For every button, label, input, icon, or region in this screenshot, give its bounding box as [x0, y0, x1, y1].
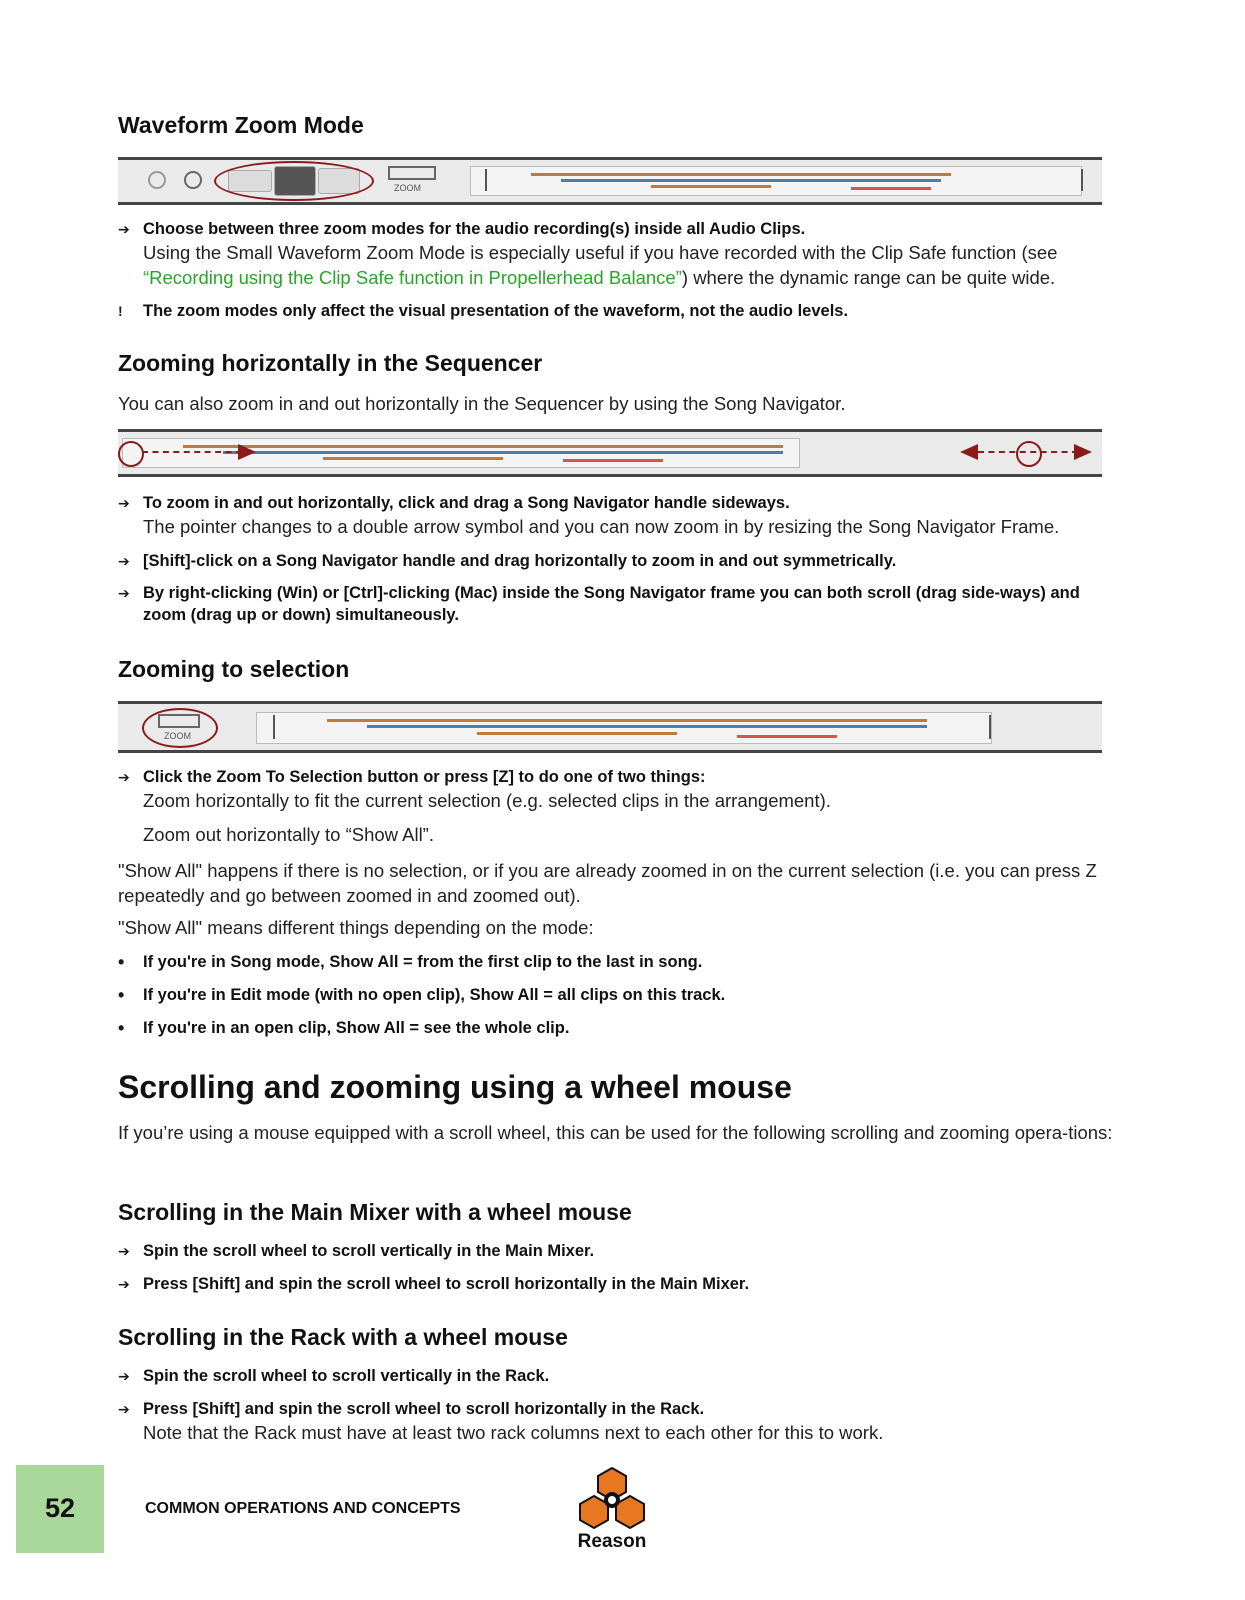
dot-bullet-icon: • — [118, 985, 125, 1005]
zoom-in-icon — [184, 171, 202, 189]
bullet-mixer-horizontal — [118, 1273, 1123, 1295]
resize-left-arrowhead-icon — [960, 444, 978, 460]
bullet-rack-horizontal — [118, 1398, 1123, 1446]
bullet-body-text: Zoom horizontally to fit the current selection (e.g. selected clips in the arrangement). — [143, 790, 831, 811]
heading-rack: Scrolling in the Rack with a wheel mouse — [118, 1324, 568, 1350]
zoom-label: ZOOM — [394, 183, 421, 193]
list-item — [118, 951, 1123, 973]
zoom-label: ZOOM — [164, 731, 191, 741]
arrow-bullet-icon: ➔ — [118, 495, 130, 511]
bullet-bold-text: Press [Shift] and spin the scroll wheel to scroll horizontally in the Rack. — [143, 1400, 705, 1418]
arrow-bullet-icon: ➔ — [118, 1243, 130, 1259]
bullet-bold-text: Spin the scroll wheel to scroll vertically in the Main Mixer. — [143, 1242, 595, 1260]
drag-right-arrow-icon — [142, 451, 242, 453]
note-exclamation-icon: ! — [118, 303, 123, 319]
bullet-body-text: Using the Small Waveform Zoom Mode is especially useful if you have recorded with the Clip Safe function (see “Recording using the Clip Safe function in Propellerhead Balance”) where the dynamic range can be quite wide. — [143, 242, 1058, 288]
arrow-bullet-icon: ➔ — [118, 1276, 130, 1292]
bullet-zoom-to-selection — [118, 766, 1123, 846]
bullet-bold-text: To zoom in and out horizontally, click and drag a Song Navigator handle sideways. — [143, 494, 790, 512]
bullet-mixer-vertical — [118, 1240, 1123, 1262]
bullet-bold-text: Click the Zoom To Selection button or press [Z] to do one of two things: — [143, 768, 706, 786]
zoom-to-selection-screenshot — [118, 701, 1102, 753]
brand-name: Reason — [577, 1531, 647, 1552]
arrow-bullet-icon: ➔ — [118, 769, 130, 785]
resize-right-arrowhead-icon — [1074, 444, 1092, 460]
zoom-to-selection-icon — [388, 166, 436, 180]
arrow-bullet-icon: ➔ — [118, 1401, 130, 1417]
list-item — [118, 984, 1123, 1006]
bullet-body-text: Note that the Rack must have at least two rack columns next to each other for this to work. — [143, 1422, 884, 1443]
dot-bullet-icon: • — [118, 1018, 125, 1038]
zoom-horizontal-intro: You can also zoom in and out horizontally in the Sequencer by using the Song Navigator. — [118, 393, 846, 414]
heading-main-mixer: Scrolling in the Main Mixer with a wheel mouse — [118, 1199, 632, 1225]
arrow-bullet-icon: ➔ — [118, 553, 130, 569]
note-text: The zoom modes only affect the visual presentation of the waveform, not the audio levels. — [143, 302, 849, 320]
arrow-bullet-icon: ➔ — [118, 221, 130, 237]
page-number: 52 — [44, 1493, 76, 1523]
song-navigator-track — [470, 166, 1082, 196]
show-all-modes-paragraph: "Show All" means different things depending on the mode: — [118, 917, 594, 938]
highlight-ring — [214, 161, 374, 201]
reason-logo-icon — [570, 1466, 654, 1532]
bullet-drag-handle — [118, 492, 1123, 542]
zoom-out-icon — [148, 171, 166, 189]
bullet-right-click — [118, 582, 1123, 626]
list-item-text: If you're in Song mode, Show All = from the first clip to the last in song. — [143, 953, 703, 971]
bullet-waveform-zoom-modes — [118, 218, 1123, 290]
bullet-rack-vertical — [118, 1365, 1123, 1387]
bullet-shift-click — [118, 550, 1123, 572]
waveform-zoom-toolbar-screenshot — [118, 157, 1102, 205]
resize-dashed-line — [978, 451, 1078, 453]
bullet-body-text: The pointer changes to a double arrow symbol and you can now zoom in by resizing the Song Navigator Frame. — [143, 516, 1060, 537]
list-item-text: If you're in an open clip, Show All = see the whole clip. — [143, 1019, 570, 1037]
bullet-bold-text: By right-clicking (Win) or [Ctrl]-clicking (Mac) inside the Song Navigator frame you can both scroll (drag side-ways) and zoom (drag up or down) simultaneously. — [143, 584, 1080, 624]
drag-right-arrowhead-icon — [238, 444, 256, 460]
note-zoom-modes — [118, 300, 1123, 322]
clip-safe-reference-link[interactable]: “Recording using the Clip Safe function in Propellerhead Balance” — [143, 267, 682, 288]
heading-zooming-to-selection: Zooming to selection — [118, 656, 350, 682]
heading-wheel-mouse: Scrolling and zooming using a wheel mouse — [118, 1069, 792, 1105]
heading-zooming-horizontally: Zooming horizontally in the Sequencer — [118, 350, 543, 376]
bullet-body-text: Zoom out horizontally to “Show All”. — [143, 824, 434, 845]
list-item — [118, 1017, 1123, 1039]
arrow-bullet-icon: ➔ — [118, 1368, 130, 1384]
wheel-mouse-intro: If you’re using a mouse equipped with a scroll wheel, this can be used for the following scrolling and zooming opera-tions: — [118, 1122, 1113, 1143]
chapter-title: COMMON OPERATIONS AND CONCEPTS — [145, 1500, 461, 1517]
right-navigator-handle-ring — [1016, 441, 1042, 467]
bullet-bold-text: Press [Shift] and spin the scroll wheel to scroll horizontally in the Main Mixer. — [143, 1275, 750, 1293]
song-navigator-screenshot — [118, 429, 1102, 477]
arrow-bullet-icon: ➔ — [118, 585, 130, 601]
bullet-bold-text: [Shift]-click on a Song Navigator handle and drag horizontally to zoom in and out symmetrically. — [143, 552, 897, 570]
heading-waveform-zoom-mode: Waveform Zoom Mode — [118, 112, 364, 138]
song-navigator-track — [256, 712, 992, 744]
show-all-paragraph: "Show All" happens if there is no selection, or if you are already zoomed in on the current selection (i.e. you can press Z repeatedly and go between zoomed in and zoomed out). — [118, 860, 1097, 906]
list-item-text: If you're in Edit mode (with no open clip), Show All = all clips on this track. — [143, 986, 726, 1004]
song-navigator-track — [122, 438, 800, 468]
zoom-to-selection-icon — [158, 714, 200, 728]
bullet-bold-text: Spin the scroll wheel to scroll vertically in the Rack. — [143, 1367, 550, 1385]
page-number-box — [16, 1465, 104, 1553]
left-navigator-handle-ring — [118, 441, 144, 467]
dot-bullet-icon: • — [118, 952, 125, 972]
bullet-bold-text: Choose between three zoom modes for the audio recording(s) inside all Audio Clips. — [143, 220, 806, 238]
